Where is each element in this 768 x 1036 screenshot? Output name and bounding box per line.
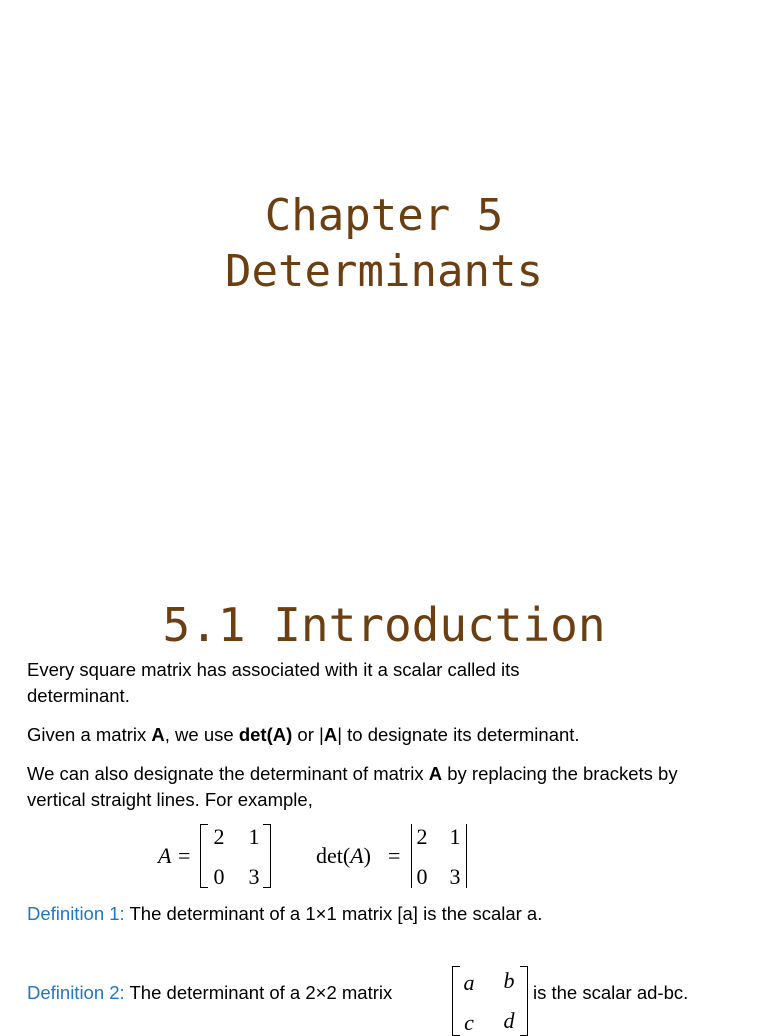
- vertical-lines-paragraph: [27, 761, 687, 813]
- right-bracket: [520, 966, 528, 1036]
- matrix-cell: c: [464, 1010, 474, 1035]
- det-a-equation: [316, 824, 476, 890]
- right-bracket: [263, 824, 271, 888]
- bold-span: A: [323, 724, 338, 745]
- matrix-cell: b: [503, 968, 515, 993]
- matrix-cell: 1: [248, 824, 260, 849]
- chapter-name: Determinants: [225, 246, 543, 297]
- definition-text: The determinant of a 1×1 matrix [a] is the scalar a.: [124, 903, 543, 924]
- matrix-cell: a: [463, 970, 475, 995]
- bold-span: A: [151, 724, 165, 745]
- definition-text: The determinant of a 2×2 matrix: [124, 982, 393, 1003]
- text-span: , we use: [164, 724, 239, 745]
- text-span: by replacing the brackets by vertical straight lines. For example,: [27, 763, 678, 810]
- definition-label: Definition 2:: [27, 982, 125, 1003]
- text-span: We can also designate the determinant of matrix: [27, 763, 429, 784]
- equals-sign: =: [388, 843, 401, 868]
- matrix-cell: 2: [416, 824, 428, 849]
- det-variable: A: [350, 843, 364, 868]
- definition-label: Definition 1:: [27, 903, 125, 924]
- matrix-a-equation: [158, 824, 278, 890]
- det-label: det(: [316, 843, 351, 868]
- matrix-cell: 3: [248, 864, 260, 889]
- det-close: ): [363, 843, 371, 868]
- notation-paragraph: [27, 722, 747, 748]
- matrix-cell: 0: [213, 864, 225, 889]
- right-vertical-line: [466, 824, 467, 888]
- matrix-cell: 1: [449, 824, 461, 849]
- equals-sign: =: [178, 843, 191, 868]
- bold-span: A: [428, 763, 443, 784]
- matrix-cell: d: [503, 1008, 515, 1033]
- matrix-cell: 3: [449, 864, 461, 889]
- definition-1: [27, 901, 747, 927]
- text-span: | to designate its determinant.: [337, 724, 580, 745]
- intro-paragraph: Every square matrix has associated with it a scalar called its determinant.: [27, 659, 520, 706]
- det-expression: [316, 843, 371, 869]
- matrix-cell: 0: [416, 864, 428, 889]
- bold-span: det(A): [238, 724, 293, 745]
- matrix-cell: 2: [213, 824, 225, 849]
- chapter-title: [0, 188, 768, 300]
- text-span: or |: [292, 724, 324, 745]
- matrix-variable: A: [158, 843, 172, 868]
- text-span: Given a matrix: [27, 724, 152, 745]
- matrix-abcd: [452, 966, 532, 1036]
- chapter-number: Chapter 5: [264, 190, 504, 241]
- left-bracket: [200, 824, 208, 888]
- definition-2-suffix: is the scalar ad-bc.: [533, 982, 689, 1003]
- section-title: 5.1 Introduction: [162, 598, 606, 652]
